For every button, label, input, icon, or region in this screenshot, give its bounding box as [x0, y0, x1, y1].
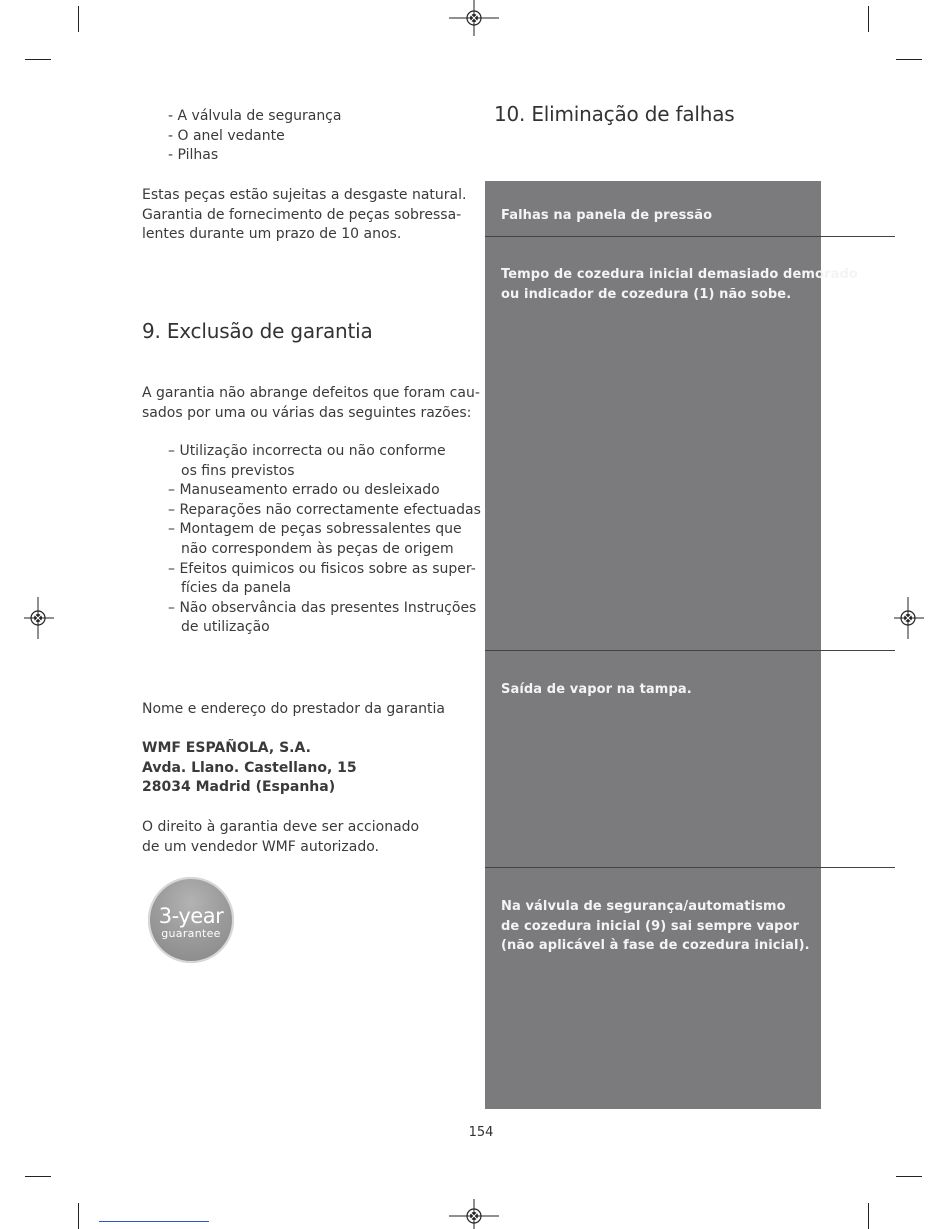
fault-row — [501, 680, 692, 700]
list-item-continuation: de utilização — [181, 619, 270, 636]
guarantor-label — [142, 700, 445, 720]
address-line: WMF ESPAÑOLA, S.A. — [142, 740, 311, 756]
list-item: - A válvula de segurança — [168, 108, 342, 124]
address-line: 28034 Madrid (Espanha) — [142, 779, 336, 796]
table-header: Falhas na panela de pressão — [501, 208, 713, 223]
registration-mark-icon — [449, 1199, 499, 1229]
fault-text-line: de cozedura inicial (9) sai sempre vapor — [501, 918, 800, 934]
claim-paragraph — [142, 818, 419, 857]
list-item: – Reparações não correctamente efectuadas — [168, 501, 481, 518]
crop-mark — [25, 1176, 51, 1177]
list-item: – Utilização incorrecta ou não conforme — [168, 443, 446, 459]
crop-mark — [896, 1176, 922, 1177]
crop-mark — [868, 1203, 869, 1229]
paragraph-line: lentes durante um prazo de 10 anos. — [142, 226, 402, 243]
registration-mark-icon — [449, 0, 499, 36]
fault-text-line: (não aplicável à fase de cozedura inicial). — [501, 938, 810, 953]
list-item-continuation: fícies da panela — [181, 580, 292, 597]
guarantor-address — [142, 739, 357, 798]
list-item: – Montagem de peças sobressalentes que — [168, 521, 462, 538]
badge-label: guarantee — [161, 927, 221, 940]
list-item: – Manuseamento errado ou desleixado — [168, 482, 440, 499]
fault-row — [501, 897, 810, 956]
list-item: - O anel vedante — [168, 127, 285, 144]
parts-list — [168, 107, 341, 166]
link-underline — [99, 1221, 209, 1222]
fault-text-line: Tempo de cozedura inicial demasiado demorado — [501, 267, 858, 282]
address-line: Avda. Llano. Castellano, 15 — [142, 759, 357, 776]
list-item: – Não observância das presentes Instruções — [168, 599, 477, 616]
paragraph-line: Estas peças estão sujeitas a desgaste natural. — [142, 187, 467, 203]
page-number-container — [0, 1125, 950, 1140]
exclusion-list — [168, 442, 481, 638]
paragraph-line: Garantia de fornecimento de peças sobressa- — [142, 206, 462, 223]
crop-mark — [25, 59, 51, 60]
table-divider — [485, 650, 895, 651]
fault-table-panel — [485, 181, 821, 1109]
paragraph-line: O direito à garantia deve ser accionado — [142, 819, 420, 835]
fault-text-line: ou indicador de cozedura (1) não sobe. — [501, 286, 792, 302]
crop-mark — [868, 6, 869, 32]
paragraph-line: de um vendedor WMF autorizado. — [142, 838, 380, 855]
list-item-continuation: não correspondem às peças de origem — [181, 540, 454, 557]
crop-mark — [78, 1203, 79, 1229]
section-10-title: 10. Eliminação de falhas — [494, 102, 735, 126]
list-item: - Pilhas — [168, 147, 219, 164]
registration-mark-icon — [894, 597, 924, 639]
registration-mark-icon — [24, 597, 54, 639]
exclusion-intro — [142, 384, 480, 423]
section-9-title: 9. Exclusão de garantia — [142, 319, 373, 343]
fault-row — [501, 265, 858, 304]
guarantee-badge — [148, 877, 234, 963]
paragraph-line: sados por uma ou várias das seguintes razões: — [142, 404, 472, 421]
fault-text-line: Na válvula de segurança/automatismo — [501, 899, 786, 914]
table-divider — [485, 236, 895, 237]
paragraph-line: A garantia não abrange defeitos que foram cau- — [142, 385, 480, 401]
paragraph-line: Nome e endereço do prestador da garantia — [142, 701, 445, 717]
page-number: 154 — [468, 1125, 494, 1140]
table-divider — [485, 867, 895, 868]
crop-mark — [896, 59, 922, 60]
crop-mark — [78, 6, 79, 32]
badge-years: 3-year — [158, 904, 224, 928]
fault-text-line: Saída de vapor na tampa. — [501, 682, 692, 697]
wear-paragraph — [142, 186, 466, 245]
list-item-continuation: os fins previstos — [181, 462, 295, 479]
list-item: – Efeitos quimicos ou fisicos sobre as super- — [168, 560, 476, 577]
